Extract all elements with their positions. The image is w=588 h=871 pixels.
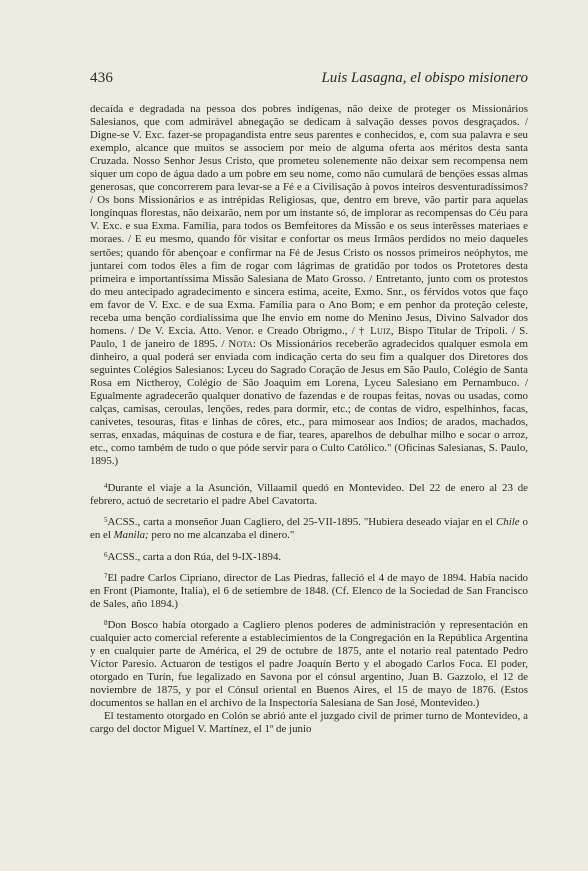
ship-name-manila: Manila; xyxy=(113,529,149,542)
footnote-text: Don Bosco había otorgado a Cagliero plenos poderes de administración y representación en cualquier acto comercial referente a establecimientos de la Congregación en la República Argentina y en cualquier parte de América, el 29 de octubre de 1875, ante el notario real patentado Pedro Víctor Paresio. Actuaron de testigos el padre Joaquín Berto y el abogado Carlos Foca. El poder, otorgado en Turín, fue legalizado en Savona por el cónsul argentino, Juan B. Gazzolo, el 12 de noviembre de 1875, y por el Cónsul oriental en Buenos Aires, el 15 de mayo de 1876. (Estos documentos se hallan en el archivo de la Inspectoría Salesiana de San José, Montevideo.) xyxy=(90,618,528,709)
footnote-5 xyxy=(90,516,528,542)
footnote-marker: 4 xyxy=(104,482,108,491)
footnote-marker: 5 xyxy=(104,516,108,525)
footnote-7 xyxy=(90,572,528,611)
page-number: 436 xyxy=(90,70,114,86)
footnote-text: El testamento otorgado en Colón se abrió ante el juzgado civil de primer turno de Montevideo, a cargo del doctor Miguel V. Martínez, el 1º de junio xyxy=(90,710,528,736)
footnote-marker: 7 xyxy=(104,571,108,580)
footnote-text: ACSS., carta a don Rúa, del 9-IX-1894. xyxy=(107,550,282,563)
running-title: Luis Lasagna, el obispo misionero xyxy=(321,70,528,86)
letter-text-part-2: , Bispo Titular de Trípoli. / S. Paulo, 1 de janeiro de 1895. / xyxy=(90,324,528,350)
letter-text-part-1: decaída e degradada na pessoa dos pobres indígenas, não deixe de proteger os Missionários Salesianos, que com admirável abnegação se dedicam à salvação desses povos desgraçados. / Digne-se V. Exc. fazer-se propagandista entre seus parentes e conhecidos, e, com sua palavra e seu exemplo, alcance que muitos se associem por meio de alguma oferta aos méritos desta santa Cruzada. Nosso Senhor Jesus Cristo, que prometeu solenemente não deixar sem recompensa nem siquer um copo de água dado a um pobre em seu nome, como não cumulará de bençöes essas almas generosas, que concorrerem para levar-se a Fé e a Civilisação à povos inteiros desventuradíssimos? / Os bons Missionários e as intrépidas Religiosas, que, dentro em breve, vão partir para aquelas longínquas florestas, não deixarão, nem por um instante só, de implorar as recompensas do Céu para V. Exc. e sua Exma. Família, para todos os Bemfeitores da Missão e os seus interêsses materiaes e moraes. / E eu mesmo, quando fôr visitar e confortar os meus Irmãos perdidos no meio daqueles sertões; quando fôr abençoar e confirmar na Fé de Jesus Cristo os nossos primeiros neóphytos, me juntarei com todos êles a fim de rogar com lágrimas de gratidão por todos os Protetores desta primeira e importantíssima Missão Salesiana de Mato Grosso. / Entretanto, junto com os protestos do meu antecipado agradecimento e sincera estima, aceite, Exmo. Snr., os férvidos votos que faço em favor de V. Exc. e de sua Exma. Família para o Ano Bom; e em penhor da proteção celeste, receba uma benção cordialíssima que lhe envio em nome do Menino Jesus, Divino Salvador dos homens. / De V. Excia. Atto. Venor. e Creado Obrigmo., / † xyxy=(90,103,528,337)
letter-text-part-3: : Os Missionários receberão agradecidos qualquer esmola em dinheiro, a qual poderá ser enviada com indicação certa do seu fim a qualquer dos Diretores dos seguintes Colégios Salesianos: Lyceu do Sagrado Coração de Jesus em São Paulo, Colégio de Santa Rosa em Nictheroy, Colégio de São Joaquim em Lorena, Lyceu Salesiano em Pernambuco. / Egualmente agradecerão qualquer donativo de fazendas e de roupas feitas, novas ou usadas, como calças, camisas, ceroulas, lenções, redes para dormir, etc.; de contas de vidro, espelhinhos, facas, canivetes, tesouras, fitas e linhas de côres, etc., para mimosear aos Indios; de arados, machados, serras, enxadas, máquinas de costura e de fiar, teares, aparelhos de debulhar milho e socar o arroz, etc., como também de tudo o que póde servir para o Culto Católico." (Oficinas Salesianas, S. Paulo, 1895.) xyxy=(90,337,528,468)
footnote-text: Durante el viaje a la Asunción, Villaamil quedó en Montevideo. Del 22 de enero al 23 de febrero, actuó de secretario el padre Abel Cavatorta. xyxy=(90,482,528,508)
footnote-marker: 6 xyxy=(104,550,108,559)
footnote-6 xyxy=(90,551,528,564)
page-body xyxy=(90,103,528,736)
footnote-8 xyxy=(90,619,528,710)
footnote-marker: 8 xyxy=(104,618,108,627)
footnote-text: o en el xyxy=(90,516,529,542)
footnote-8-continuation xyxy=(90,710,528,736)
nota-label: Nota xyxy=(228,337,253,350)
letter-paragraph xyxy=(90,103,528,468)
footnote-4 xyxy=(90,482,528,508)
footnote-text: pero no me alcanzaba el dinero." xyxy=(148,529,295,542)
signature-name: Luiz xyxy=(370,324,391,337)
footnote-text: El padre Carlos Cipriano, director de Las Piedras, falleció el 4 de mayo de 1894. Había nacido en Front (Piamonte, Italia), el 6 de setiembre de 1848. (Cf. Elenco de la Sociedad de San Francisco de Sales, año 1894.) xyxy=(90,571,528,610)
ship-name-chile: Chile xyxy=(496,516,520,529)
page-header xyxy=(90,70,528,90)
footnote-text: ACSS., carta a monseñor Juan Cagliero, del 25-VII-1895. "Hubiera deseado viajar en el xyxy=(107,516,497,529)
